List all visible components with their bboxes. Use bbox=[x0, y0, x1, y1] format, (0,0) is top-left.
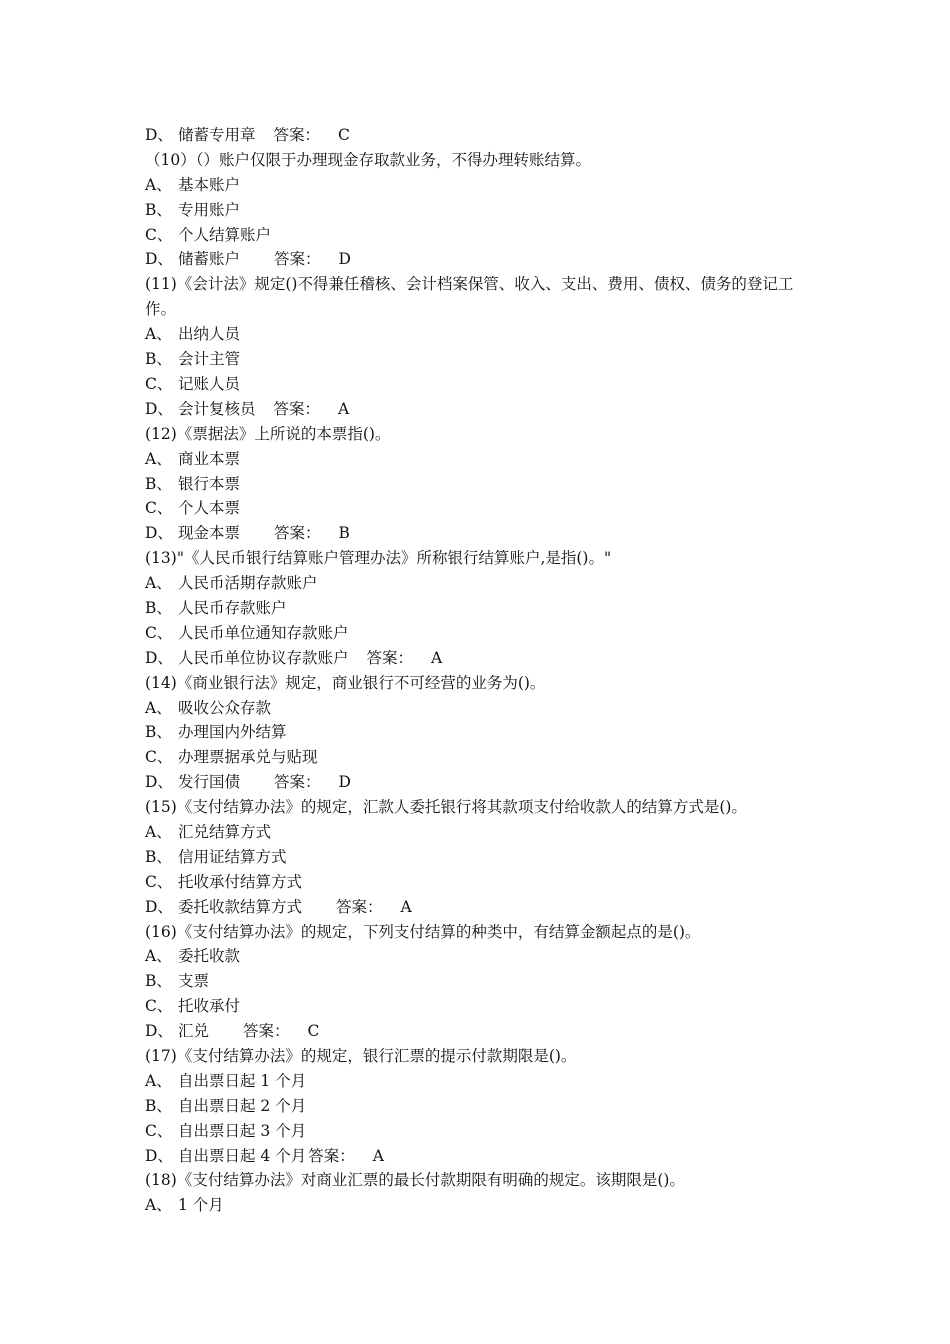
answer-value: A bbox=[338, 399, 350, 418]
option-text: 汇兑 bbox=[178, 1022, 210, 1041]
question-text: （10）（）账户仅限于办理现金存取款业务，不得办理转账结算。 bbox=[145, 150, 591, 169]
option-letter: A、 bbox=[145, 175, 172, 194]
option-text: 记账人员 bbox=[178, 374, 241, 393]
option-line bbox=[145, 322, 815, 347]
option-line bbox=[145, 571, 815, 596]
option-line bbox=[145, 845, 815, 870]
option-letter: D、 bbox=[145, 399, 173, 418]
option-text: 托收承付结算方式 bbox=[178, 872, 303, 891]
option-text: 基本账户 bbox=[178, 175, 241, 194]
option-text: 托收承付 bbox=[178, 997, 241, 1016]
option-text: 人民币单位通知存款账户 bbox=[178, 623, 349, 642]
option-letter: A、 bbox=[145, 574, 172, 593]
option-letter: A、 bbox=[145, 698, 172, 717]
option-line bbox=[145, 397, 815, 422]
option-text: 专用账户 bbox=[178, 200, 241, 219]
option-letter: C、 bbox=[145, 748, 173, 767]
option-line bbox=[145, 720, 815, 745]
option-letter: C、 bbox=[145, 499, 173, 518]
option-letter: D、 bbox=[145, 524, 173, 543]
option-line bbox=[145, 696, 815, 721]
option-line bbox=[145, 895, 815, 920]
answer-label: 答案： bbox=[274, 773, 321, 792]
option-text: 自出票日起 4 个月 bbox=[178, 1146, 307, 1165]
option-text: 储蓄账户 bbox=[178, 250, 241, 269]
option-letter: C、 bbox=[145, 997, 173, 1016]
answer-label: 答案： bbox=[243, 1022, 290, 1041]
question-text: (15)《支付结算办法》的规定，汇款人委托银行将其款项支付给收款人的结算方式是()。 bbox=[145, 798, 747, 817]
option-text: 会计主管 bbox=[178, 350, 241, 369]
option-letter: B、 bbox=[145, 723, 172, 742]
option-letter: D、 bbox=[145, 773, 173, 792]
option-text: 个人结算账户 bbox=[178, 225, 272, 244]
option-text: 1 个月 bbox=[178, 1196, 224, 1215]
option-text: 商业本票 bbox=[178, 449, 241, 468]
option-line bbox=[145, 969, 815, 994]
option-line bbox=[145, 496, 815, 521]
question-text: (16)《支付结算办法》的规定，下列支付结算的种类中，有结算金额起点的是()。 bbox=[145, 922, 701, 941]
answer-value: B bbox=[338, 524, 350, 543]
answer-label: 答案： bbox=[274, 524, 321, 543]
option-letter: B、 bbox=[145, 847, 172, 866]
answer-value: C bbox=[338, 126, 350, 144]
option-letter: D、 bbox=[145, 126, 173, 144]
option-line bbox=[145, 820, 815, 845]
option-text: 会计复核员 bbox=[178, 399, 256, 418]
option-letter: D、 bbox=[145, 1146, 173, 1165]
option-line bbox=[145, 247, 815, 272]
option-line bbox=[145, 521, 815, 546]
option-line bbox=[145, 372, 815, 397]
option-letter: C、 bbox=[145, 1121, 173, 1140]
option-line bbox=[145, 870, 815, 895]
option-letter: C、 bbox=[145, 872, 173, 891]
option-letter: A、 bbox=[145, 449, 172, 468]
question-text: (11)《会计法》规定()不得兼任稽核、会计档案保管、收入、支出、费用、债权、债务的登记工作。 bbox=[145, 275, 794, 319]
option-text: 人民币存款账户 bbox=[178, 598, 287, 617]
option-text: 办理票据承兑与贴现 bbox=[178, 748, 318, 767]
option-line bbox=[145, 621, 815, 646]
option-letter: A、 bbox=[145, 325, 172, 344]
option-text: 出纳人员 bbox=[178, 325, 241, 344]
option-letter: A、 bbox=[145, 947, 172, 966]
option-letter: A、 bbox=[145, 1196, 172, 1215]
option-text: 人民币活期存款账户 bbox=[178, 574, 318, 593]
option-letter: C、 bbox=[145, 623, 173, 642]
question-text: (14)《商业银行法》规定，商业银行不可经营的业务为()。 bbox=[145, 673, 546, 692]
question-text: (17)《支付结算办法》的规定，银行汇票的提示付款期限是()。 bbox=[145, 1046, 577, 1065]
question-text: (12)《票据法》上所说的本票指()。 bbox=[145, 424, 391, 443]
option-line bbox=[145, 1094, 815, 1119]
answer-value: D bbox=[338, 250, 351, 269]
option-line bbox=[145, 1069, 815, 1094]
option-letter: B、 bbox=[145, 598, 172, 617]
option-letter: B、 bbox=[145, 350, 172, 369]
option-line bbox=[145, 1193, 815, 1218]
option-line bbox=[145, 596, 815, 621]
option-text: 信用证结算方式 bbox=[178, 847, 287, 866]
answer-label: 答案： bbox=[336, 897, 383, 916]
option-text: 吸收公众存款 bbox=[178, 698, 272, 717]
option-letter: D、 bbox=[145, 897, 173, 916]
option-line bbox=[145, 745, 815, 770]
option-line bbox=[145, 347, 815, 372]
option-letter: B、 bbox=[145, 474, 172, 493]
option-letter: B、 bbox=[145, 200, 172, 219]
option-letter: B、 bbox=[145, 1096, 172, 1115]
option-line bbox=[145, 646, 815, 671]
option-line bbox=[145, 472, 815, 497]
answer-value: C bbox=[307, 1022, 320, 1041]
option-line bbox=[145, 223, 815, 248]
option-line bbox=[145, 447, 815, 472]
option-text: 自出票日起 3 个月 bbox=[178, 1121, 307, 1140]
option-text: 办理国内外结算 bbox=[178, 723, 287, 742]
question-list bbox=[145, 123, 815, 1218]
option-letter: A、 bbox=[145, 822, 172, 841]
option-text: 个人本票 bbox=[178, 499, 241, 518]
option-letter: D、 bbox=[145, 648, 173, 667]
option-letter: C、 bbox=[145, 374, 173, 393]
option-letter: A、 bbox=[145, 1071, 172, 1090]
answer-value: D bbox=[338, 773, 351, 792]
answer-label: 答案： bbox=[308, 1146, 355, 1165]
option-line bbox=[145, 994, 815, 1019]
option-text: 储蓄专用章 bbox=[178, 126, 256, 144]
answer-value: A bbox=[400, 897, 412, 916]
answer-value: A bbox=[372, 1146, 384, 1165]
option-line bbox=[145, 198, 815, 223]
option-line bbox=[145, 944, 815, 969]
answer-value: A bbox=[431, 648, 443, 667]
option-text: 汇兑结算方式 bbox=[178, 822, 272, 841]
option-letter: D、 bbox=[145, 1022, 173, 1041]
option-line bbox=[145, 123, 815, 148]
option-text: 自出票日起 1 个月 bbox=[178, 1071, 307, 1090]
question-text: (13)"《人民币银行结算账户管理办法》所称银行结算账户,是指()。" bbox=[145, 549, 612, 568]
option-text: 自出票日起 2 个月 bbox=[178, 1096, 307, 1115]
option-text: 发行国债 bbox=[178, 773, 241, 792]
option-line bbox=[145, 173, 815, 198]
answer-label: 答案： bbox=[274, 250, 321, 269]
option-line bbox=[145, 770, 815, 795]
answer-label: 答案： bbox=[273, 399, 321, 418]
question-text: (18)《支付结算办法》对商业汇票的最长付款期限有明确的规定。该期限是()。 bbox=[145, 1171, 685, 1190]
option-text: 银行本票 bbox=[178, 474, 241, 493]
option-text: 人民币单位协议存款账户 bbox=[178, 648, 349, 667]
answer-label: 答案： bbox=[273, 126, 321, 144]
option-text: 现金本票 bbox=[178, 524, 241, 543]
option-line bbox=[145, 1019, 815, 1044]
option-text: 支票 bbox=[178, 972, 210, 991]
option-letter: C、 bbox=[145, 225, 173, 244]
option-line bbox=[145, 1119, 815, 1144]
option-text: 委托收款结算方式 bbox=[178, 897, 303, 916]
option-letter: B、 bbox=[145, 972, 172, 991]
option-letter: D、 bbox=[145, 250, 173, 269]
option-line bbox=[145, 1144, 815, 1169]
option-text: 委托收款 bbox=[178, 947, 241, 966]
answer-label: 答案： bbox=[366, 648, 414, 667]
